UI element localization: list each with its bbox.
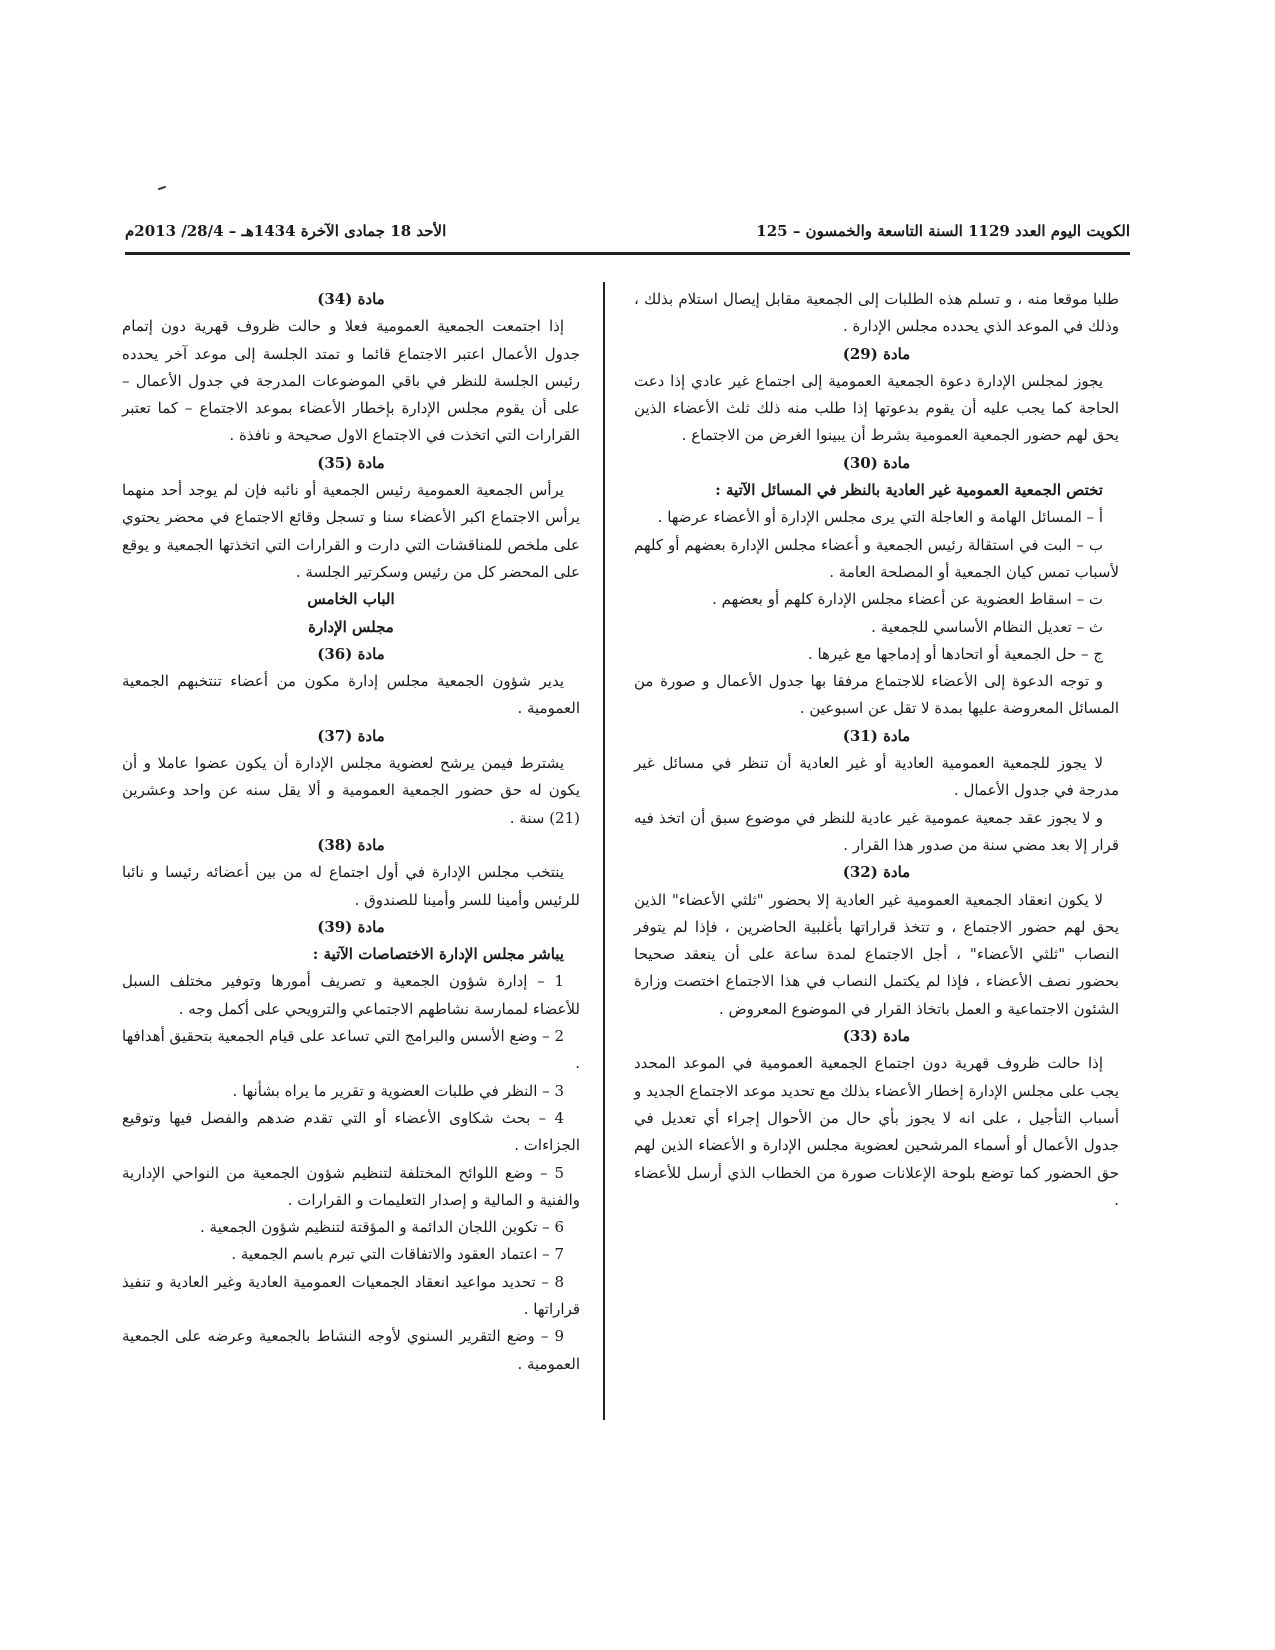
article-37-text: يشترط فيمن يرشح لعضوية مجلس الإدارة أن يكون عضوا عاملا و أن يكون له حق حضور الجمعية العمومية و ألا يقل سنه عن واحد وعشرين (21) سنة . bbox=[122, 754, 580, 827]
article-39-item: 7 – اعتماد العقود والاتفاقات التي تبرم باسم الجمعية . bbox=[231, 1245, 564, 1264]
article-30-lead: تختص الجمعية العمومية غير العادية بالنظر في المسائل الآتية : bbox=[715, 481, 1103, 500]
article-36-text: يدير شؤون الجمعية مجلس إدارة مكون من أعضاء تنتخبهم الجمعية العمومية . bbox=[122, 672, 580, 718]
article-30-item: ت – اسقاط العضوية عن أعضاء مجلس الإدارة كلهم أو بعضهم . bbox=[712, 590, 1103, 609]
article-29-text: يجوز لمجلس الإدارة دعوة الجمعية العمومية إلى اجتماع غير عادي إذا دعت الحاجة كما يجب عليه أن يقوم بدعوتها إذا طلب منه ذلك ثلث الأعضاء الذين يحق لهم حضور الجمعية العمومية بشرط أن يبينوا الغرض من الاجتماع . bbox=[634, 371, 1119, 445]
article-30-closing: و توجه الدعوة إلى الأعضاء للاجتماع مرفقا بها جدول الأعمال و صورة من المسائل المعروضة عليها بمدة لا تقل عن اسبوعين . bbox=[634, 672, 1119, 718]
article-38-heading: مادة (38) bbox=[317, 835, 385, 854]
article-30-item: أ – المسائل الهامة و العاجلة التي يرى مجلس الإدارة أو الأعضاء عرضها . bbox=[657, 508, 1103, 527]
article-39-item: 1 – إدارة شؤون الجمعية و تصريف أمورها وتوفير مختلف السبل للأعضاء لممارسة نشاطهم الاجتماعي والترويحي على أكمل وجه . bbox=[122, 972, 580, 1018]
article-35-heading: مادة (35) bbox=[317, 453, 385, 472]
article-31-heading: مادة (31) bbox=[842, 726, 911, 745]
article-35-text: يرأس الجمعية العمومية رئيس الجمعية أو نائبه فإن لم يوجد أحد منهما يرأس الاجتماع اكبر الأعضاء سنا و تسجل وقائع الاجتماع في محضر يحتوي على ملخص للمناقشات التي دارت و القرارات التي اتخذتها الجمعية و يوقع على المحضر كل من رئيس وسكرتير الجلسة . bbox=[122, 481, 580, 581]
article-31-text: و لا يجوز عقد جمعية عمومية غير عادية للنظر في موضوع سبق أن اتخذ فيه قرار إلا بعد مضي سنة من صدور هذا القرار . bbox=[634, 808, 1119, 854]
article-29-heading: مادة (29) bbox=[842, 344, 911, 363]
article-39-item: 9 – وضع التقرير السنوي لأوجه النشاط بالجمعية وعرضه على الجمعية العمومية . bbox=[122, 1327, 580, 1373]
article-30-item: ج – حل الجمعية أو اتحادها أو إدماجها مع غيرها . bbox=[807, 644, 1103, 663]
chapter-title: مجلس الإدارة bbox=[308, 617, 394, 636]
scan-mark bbox=[158, 186, 166, 191]
right-column bbox=[634, 286, 1119, 1214]
article-32-text: لا يكون انعقاد الجمعية العمومية غير العادية إلا بحضور "ثلثي الأعضاء" الذين يحق لهم حضور الاجتماع ، و تتخذ قراراتها بأغلبية الحاضرين ، فإذا لم يتوفر النصاب "ثلثي الأعضاء" ، أجل الاجتماع لمدة ساعة على أن ينعقد صحيحا بحضور نصف الأعضاء ، فإذا لم يكتمل النصاب في هذا الاجتماع اختصت وزارة الشئون الاجتماعية و العمل باتخاذ القرار في الموضوع المعروض . bbox=[634, 890, 1119, 1018]
article-37-heading: مادة (37) bbox=[317, 726, 385, 745]
article-36-heading: مادة (36) bbox=[317, 644, 385, 663]
page-header bbox=[125, 214, 1130, 248]
article-30-item: ث – تعديل النظام الأساسي للجمعية . bbox=[871, 617, 1103, 636]
article-32-heading: مادة (32) bbox=[842, 863, 911, 882]
intro-paragraph: طلبا موقعا منه ، و تسلم هذه الطلبات إلى الجمعية مقابل إيصال استلام بذلك ، وذلك في الموعد الذي يحدده مجلس الإدارة . bbox=[634, 290, 1119, 336]
article-39-item: 5 – وضع اللوائح المختلفة لتنظيم شؤون الجمعية من النواحي الإدارية والفنية و المالية و إصدار التعليمات و القرارات . bbox=[122, 1163, 580, 1209]
article-39-item: 2 – وضع الأسس والبرامج التي تساعد على قيام الجمعية بتحقيق أهدافها . bbox=[122, 1027, 580, 1073]
article-34-heading: مادة (34) bbox=[317, 290, 385, 308]
header-issue-info: الكويت اليوم العدد 1129 السنة التاسعة والخمسون – 125 bbox=[756, 222, 1130, 240]
left-column bbox=[122, 286, 580, 1378]
column-divider bbox=[603, 282, 605, 1420]
article-38-text: ينتخب مجلس الإدارة في أول اجتماع له من بين أعضائه رئيسا و نائبا للرئيس وأمينا للسر وأمينا للصندوق . bbox=[122, 863, 580, 909]
chapter-heading: الباب الخامس bbox=[307, 590, 395, 609]
article-39-item: 8 – تحديد مواعيد انعقاد الجمعيات العمومية العادية وغير العادية و تنفيذ قراراتها . bbox=[122, 1272, 580, 1318]
header-rule bbox=[125, 252, 1130, 255]
article-33-text: إذا حالت ظروف قهرية دون اجتماع الجمعية العمومية في الموعد المحدد يجب على مجلس الإدارة إخطار الأعضاء بذلك مع تحديد موعد الاجتماع الجديد و أسباب التأجيل ، على انه لا يجوز بأي حال من الأحوال إجراء أي تعديل في جدول الأعمال أو أسماء المرشحين لعضوية مجلس الإدارة و الأعضاء الذين لهم حق الحضور كما توضع بلوحة الإعلانات صورة من الخطاب الذي أرسل للأعضاء . bbox=[634, 1054, 1119, 1209]
article-39-item: 4 – بحث شكاوى الأعضاء أو التي تقدم ضدهم والفصل فيها وتوقيع الجزاءات . bbox=[122, 1108, 580, 1155]
article-30-heading: مادة (30) bbox=[842, 453, 911, 472]
article-39-item: 6 – تكوين اللجان الدائمة و المؤقتة لتنظيم شؤون الجمعية . bbox=[200, 1218, 564, 1237]
article-39-lead: يباشر مجلس الإدارة الاختصاصات الآتية : bbox=[312, 945, 564, 964]
article-34-text: إذا اجتمعت الجمعية العمومية فعلا و حالت ظروف قهرية دون إتمام جدول الأعمال اعتبر الاجتماع قائما و تمتد الجلسة إلى موعد آخر يحدده رئيس الجلسة للنظر في باقي الموضوعات المدرجة في جدول الأعمال – على أن يقوم مجلس الإدارة بإخطار الأعضاء بموعد الاجتماع – كما تعتبر القرارات التي اتخذت في الاجتماع الاول صحيحة و نافذة . bbox=[122, 317, 580, 445]
header-date: الأحد 18 جمادى الآخرة 1434هـ – 28/4/ 2013م bbox=[125, 222, 447, 240]
article-30-item: ب – البت في استقالة رئيس الجمعية و أعضاء مجلس الإدارة بعضهم أو كلهم لأسباب تمس كيان الجمعية أو المصلحة العامة . bbox=[634, 535, 1119, 581]
article-39-item: 3 – النظر في طلبات العضوية و تقرير ما يراه بشأنها . bbox=[232, 1081, 564, 1100]
article-33-heading: مادة (33) bbox=[842, 1027, 911, 1046]
article-31-text: لا يجوز للجمعية العمومية العادية أو غير العادية أن تنظر في مسائل غير مدرجة في جدول الأعمال . bbox=[634, 754, 1119, 800]
article-39-heading: مادة (39) bbox=[317, 917, 385, 936]
